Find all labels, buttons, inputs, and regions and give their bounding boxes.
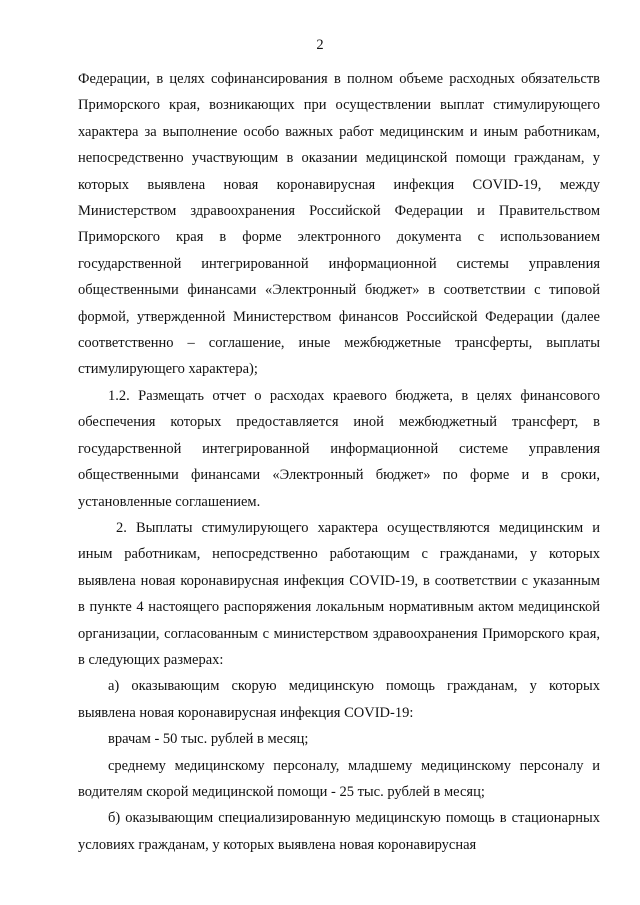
paragraph-doctors: врачам - 50 тыс. рублей в месяц; bbox=[108, 731, 309, 748]
paragraph-continuation: Федерации, в целях софинансирования в полном объеме расходных обязательств Приморского края, возникающих при осуществлении выплат стимулирующего характера за выполнение особо важных работ медицинским и иным работникам, непосредственно участвующим в оказании медицинской помощи гражданам, у которых выявлена новая коронавирусная инфекция COVID-19, между Министерством здравоохранения Российской Федерации и Правительством Приморского края в форме электронного документа с использованием государственной интегрированной информационной системы управления общественными финансами «Электронный бюджет» в соответствии с типовой формой, утвержденной Министерством финансов Российской Федерации (далее соответственно – соглашение, иные межбюджетные трансферты, выплаты стимулирующего характера); bbox=[78, 71, 600, 378]
paragraph-2a: а) оказывающим скорую медицинскую помощь гражданам, у которых выявлена новая коронавирусная инфекция COVID-19: bbox=[78, 678, 600, 721]
paragraph-2: 2. Выплаты стимулирующего характера осуществляются медицинским и иным работникам, непосредственно работающим с гражданами, у которых выявлена новая коронавирусная инфекция COVID-19, в соответствии с указанным в пункте 4 настоящего распоряжения локальным нормативным актом медицинской организации, согласованным с министерством здравоохранения Приморского края, в следующих размерах: bbox=[78, 519, 600, 668]
paragraph-1-2: 1.2. Размещать отчет о расходах краевого бюджета, в целях финансового обеспечения которых предоставляется иной межбюджетный трансферт, в государственной интегрированной информационной системе управления общественными финансами «Электронный бюджет» по форме и в сроки, установленные соглашением. bbox=[78, 387, 600, 510]
paragraph-2b: б) оказывающим специализированную медицинскую помощь в стационарных условиях гражданам, у которых выявлена новая коронавирусная bbox=[78, 810, 600, 853]
page-number: 2 bbox=[316, 37, 324, 53]
document-body bbox=[78, 66, 600, 858]
paragraph-staff: среднему медицинскому персоналу, младшему медицинскому персоналу и водителям скорой медицинской помощи - 25 тыс. рублей в месяц; bbox=[78, 757, 600, 800]
